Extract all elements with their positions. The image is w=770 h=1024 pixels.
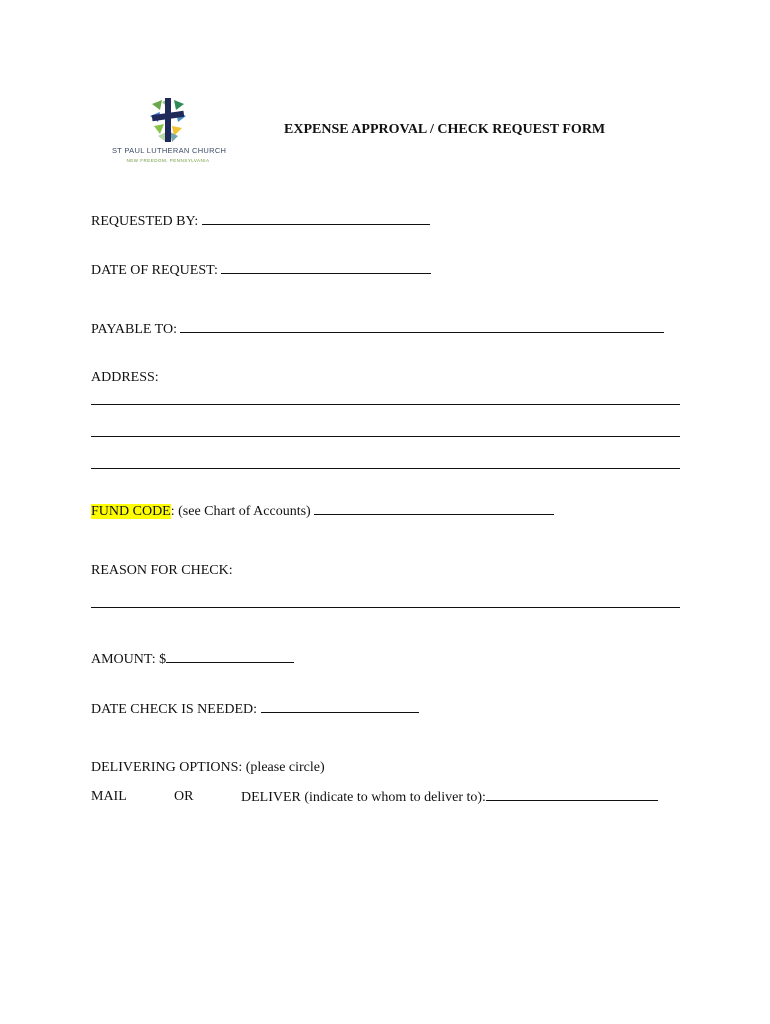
date-needed-row (91, 700, 419, 719)
fund-code-label: FUND CODE (91, 504, 171, 519)
date-needed-label: DATE CHECK IS NEEDED: (91, 702, 258, 717)
date-of-request-field[interactable] (221, 261, 431, 274)
church-location: NEW FREEDOM, PENNSYLVANIA (126, 158, 210, 163)
church-logo (112, 96, 227, 172)
form-title: EXPENSE APPROVAL / CHECK REQUEST FORM (284, 122, 606, 137)
fund-code-row (91, 502, 554, 521)
cross-mosaic-icon (146, 96, 190, 144)
amount-label: AMOUNT: $ (91, 652, 167, 667)
option-deliver-row (241, 788, 658, 807)
option-or: OR (174, 789, 194, 804)
requested-by-field[interactable] (202, 212, 430, 225)
delivering-options-label: DELIVERING OPTIONS: (please circle) (91, 760, 325, 775)
reason-label: REASON FOR CHECK: (91, 563, 233, 578)
date-of-request-row (91, 261, 431, 280)
church-name: ST PAUL LUTHERAN CHURCH (112, 146, 227, 155)
option-mail[interactable]: MAIL (91, 789, 127, 804)
address-line-2[interactable] (91, 436, 680, 437)
address-line-1[interactable] (91, 404, 680, 405)
address-line-3[interactable] (91, 468, 680, 469)
fund-code-note: : (see Chart of Accounts) (170, 504, 311, 519)
option-deliver[interactable]: DELIVER (indicate to whom to deliver to): (241, 790, 486, 805)
payable-to-label: PAYABLE TO: (91, 322, 177, 337)
date-needed-field[interactable] (261, 700, 419, 713)
amount-row (91, 650, 294, 669)
reason-line[interactable] (91, 607, 680, 608)
amount-field[interactable] (166, 650, 294, 663)
requested-by-label: REQUESTED BY: (91, 214, 199, 229)
date-of-request-label: DATE OF REQUEST: (91, 263, 218, 278)
address-label: ADDRESS: (91, 370, 159, 385)
fund-code-field[interactable] (314, 502, 554, 515)
payable-to-field[interactable] (180, 320, 664, 333)
deliver-to-field[interactable] (486, 788, 658, 801)
payable-to-row (91, 320, 664, 339)
requested-by-row (91, 212, 430, 231)
